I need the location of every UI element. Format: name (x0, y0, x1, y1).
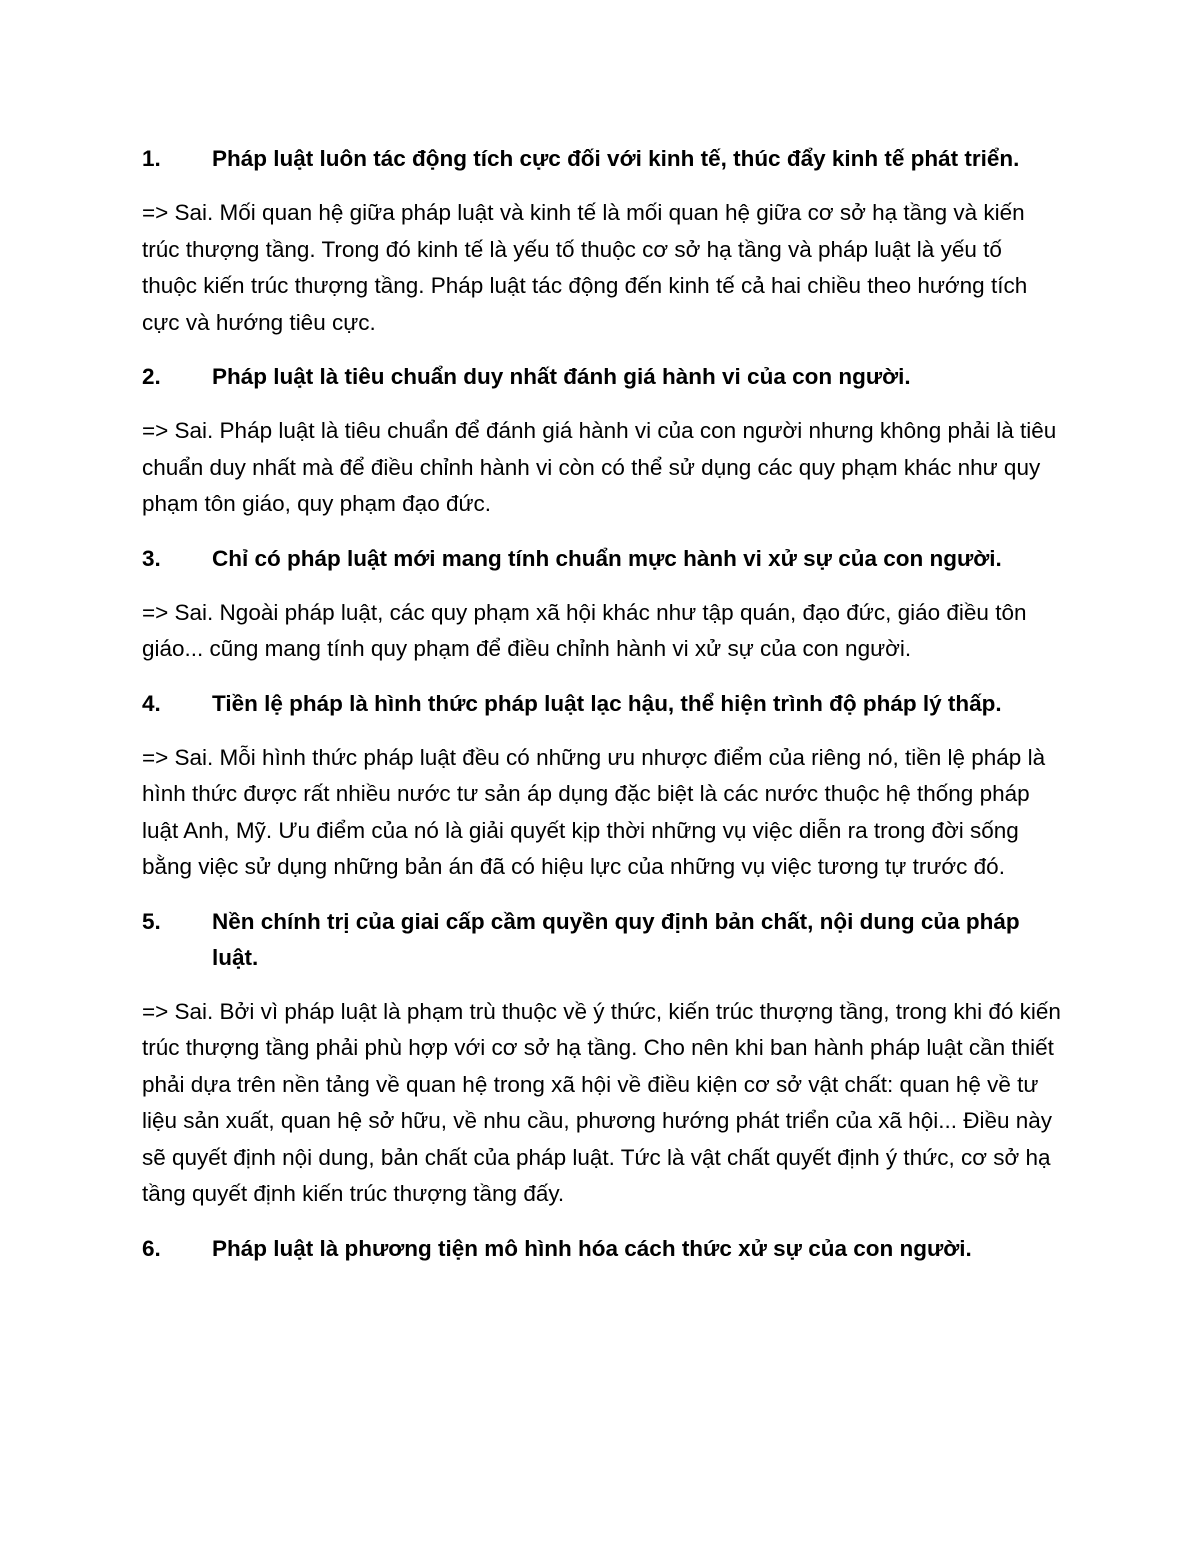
question-5 (142, 904, 1062, 976)
question-4 (142, 686, 1062, 722)
question-number: 4. (142, 690, 161, 716)
question-text: Chỉ có pháp luật mới mang tính chuẩn mực hành vi xử sự của con người. (212, 545, 1002, 571)
question-number: 5. (142, 908, 161, 934)
question-number: 6. (142, 1235, 161, 1261)
answer-5: => Sai. Bởi vì pháp luật là phạm trù thuộc về ý thức, kiến trúc thượng tầng, trong khi đó kiến trúc thượng tầng phải phù hợp với cơ sở hạ tầng. Cho nên khi ban hành pháp luật cần thiết phải dựa trên nền tảng về quan hệ trong xã hội về điều kiện cơ sở vật chất: quan hệ về tư liệu sản xuất, quan hệ sở hữu, về nhu cầu, phương hướng phát triển của xã hội... Điều này sẽ quyết định nội dung, bản chất của pháp luật. Tức là vật chất quyết định ý thức, cơ sở hạ tầng quyết định kiến trúc thượng tầng đấy. (142, 998, 1061, 1206)
question-text: Nền chính trị của giai cấp cầm quyền quy định bản chất, nội dung của pháp luật. (212, 908, 1020, 970)
question-text: Pháp luật luôn tác động tích cực đối với kinh tế, thúc đẩy kinh tế phát triển. (212, 146, 1020, 171)
question-text: Pháp luật là phương tiện mô hình hóa cách thức xử sự của con người. (212, 1235, 972, 1261)
answer-4: => Sai. Mỗi hình thức pháp luật đều có những ưu nhược điểm của riêng nó, tiền lệ pháp là hình thức được rất nhiều nước tư sản áp dụng đặc biệt là các nước thuộc hệ thống pháp luật Anh, Mỹ. Ưu điểm của nó là giải quyết kịp thời những vụ việc diễn ra trong đời sống bằng việc sử dụng những bản án đã có hiệu lực của những vụ việc tương tự trước đó. (142, 744, 1046, 879)
question-text: Pháp luật là tiêu chuẩn duy nhất đánh giá hành vi của con người. (212, 364, 911, 389)
document-body (142, 141, 1062, 1285)
answer-1: => Sai. Mối quan hệ giữa pháp luật và kinh tế là mối quan hệ giữa cơ sở hạ tầng và kiến trúc thượng tầng. Trong đó kinh tế là yếu tố thuộc cơ sở hạ tầng và pháp luật là yếu tố thuộc kiến trúc thượng tầng. Pháp luật tác động đến kinh tế cả hai chiều theo hướng tích cực và hướng tiêu cực. (142, 200, 1028, 335)
question-number: 3. (142, 545, 161, 571)
question-1 (142, 141, 1062, 177)
question-number: 1. (142, 146, 161, 171)
question-2 (142, 359, 1062, 395)
question-text: Tiền lệ pháp là hình thức pháp luật lạc hậu, thể hiện trình độ pháp lý thấp. (212, 690, 1002, 716)
answer-3: => Sai. Ngoài pháp luật, các quy phạm xã hội khác như tập quán, đạo đức, giáo điều tôn giáo... cũng mang tính quy phạm để điều chỉnh hành vi xử sự của con người. (142, 599, 1027, 661)
question-3 (142, 541, 1062, 577)
question-number: 2. (142, 364, 161, 389)
answer-2: => Sai. Pháp luật là tiêu chuẩn để đánh giá hành vi của con người nhưng không phải là tiêu chuẩn duy nhất mà để điều chỉnh hành vi còn có thể sử dụng các quy phạm khác như quy phạm tôn giáo, quy phạm đạo đức. (142, 418, 1057, 516)
question-6 (142, 1231, 1062, 1267)
